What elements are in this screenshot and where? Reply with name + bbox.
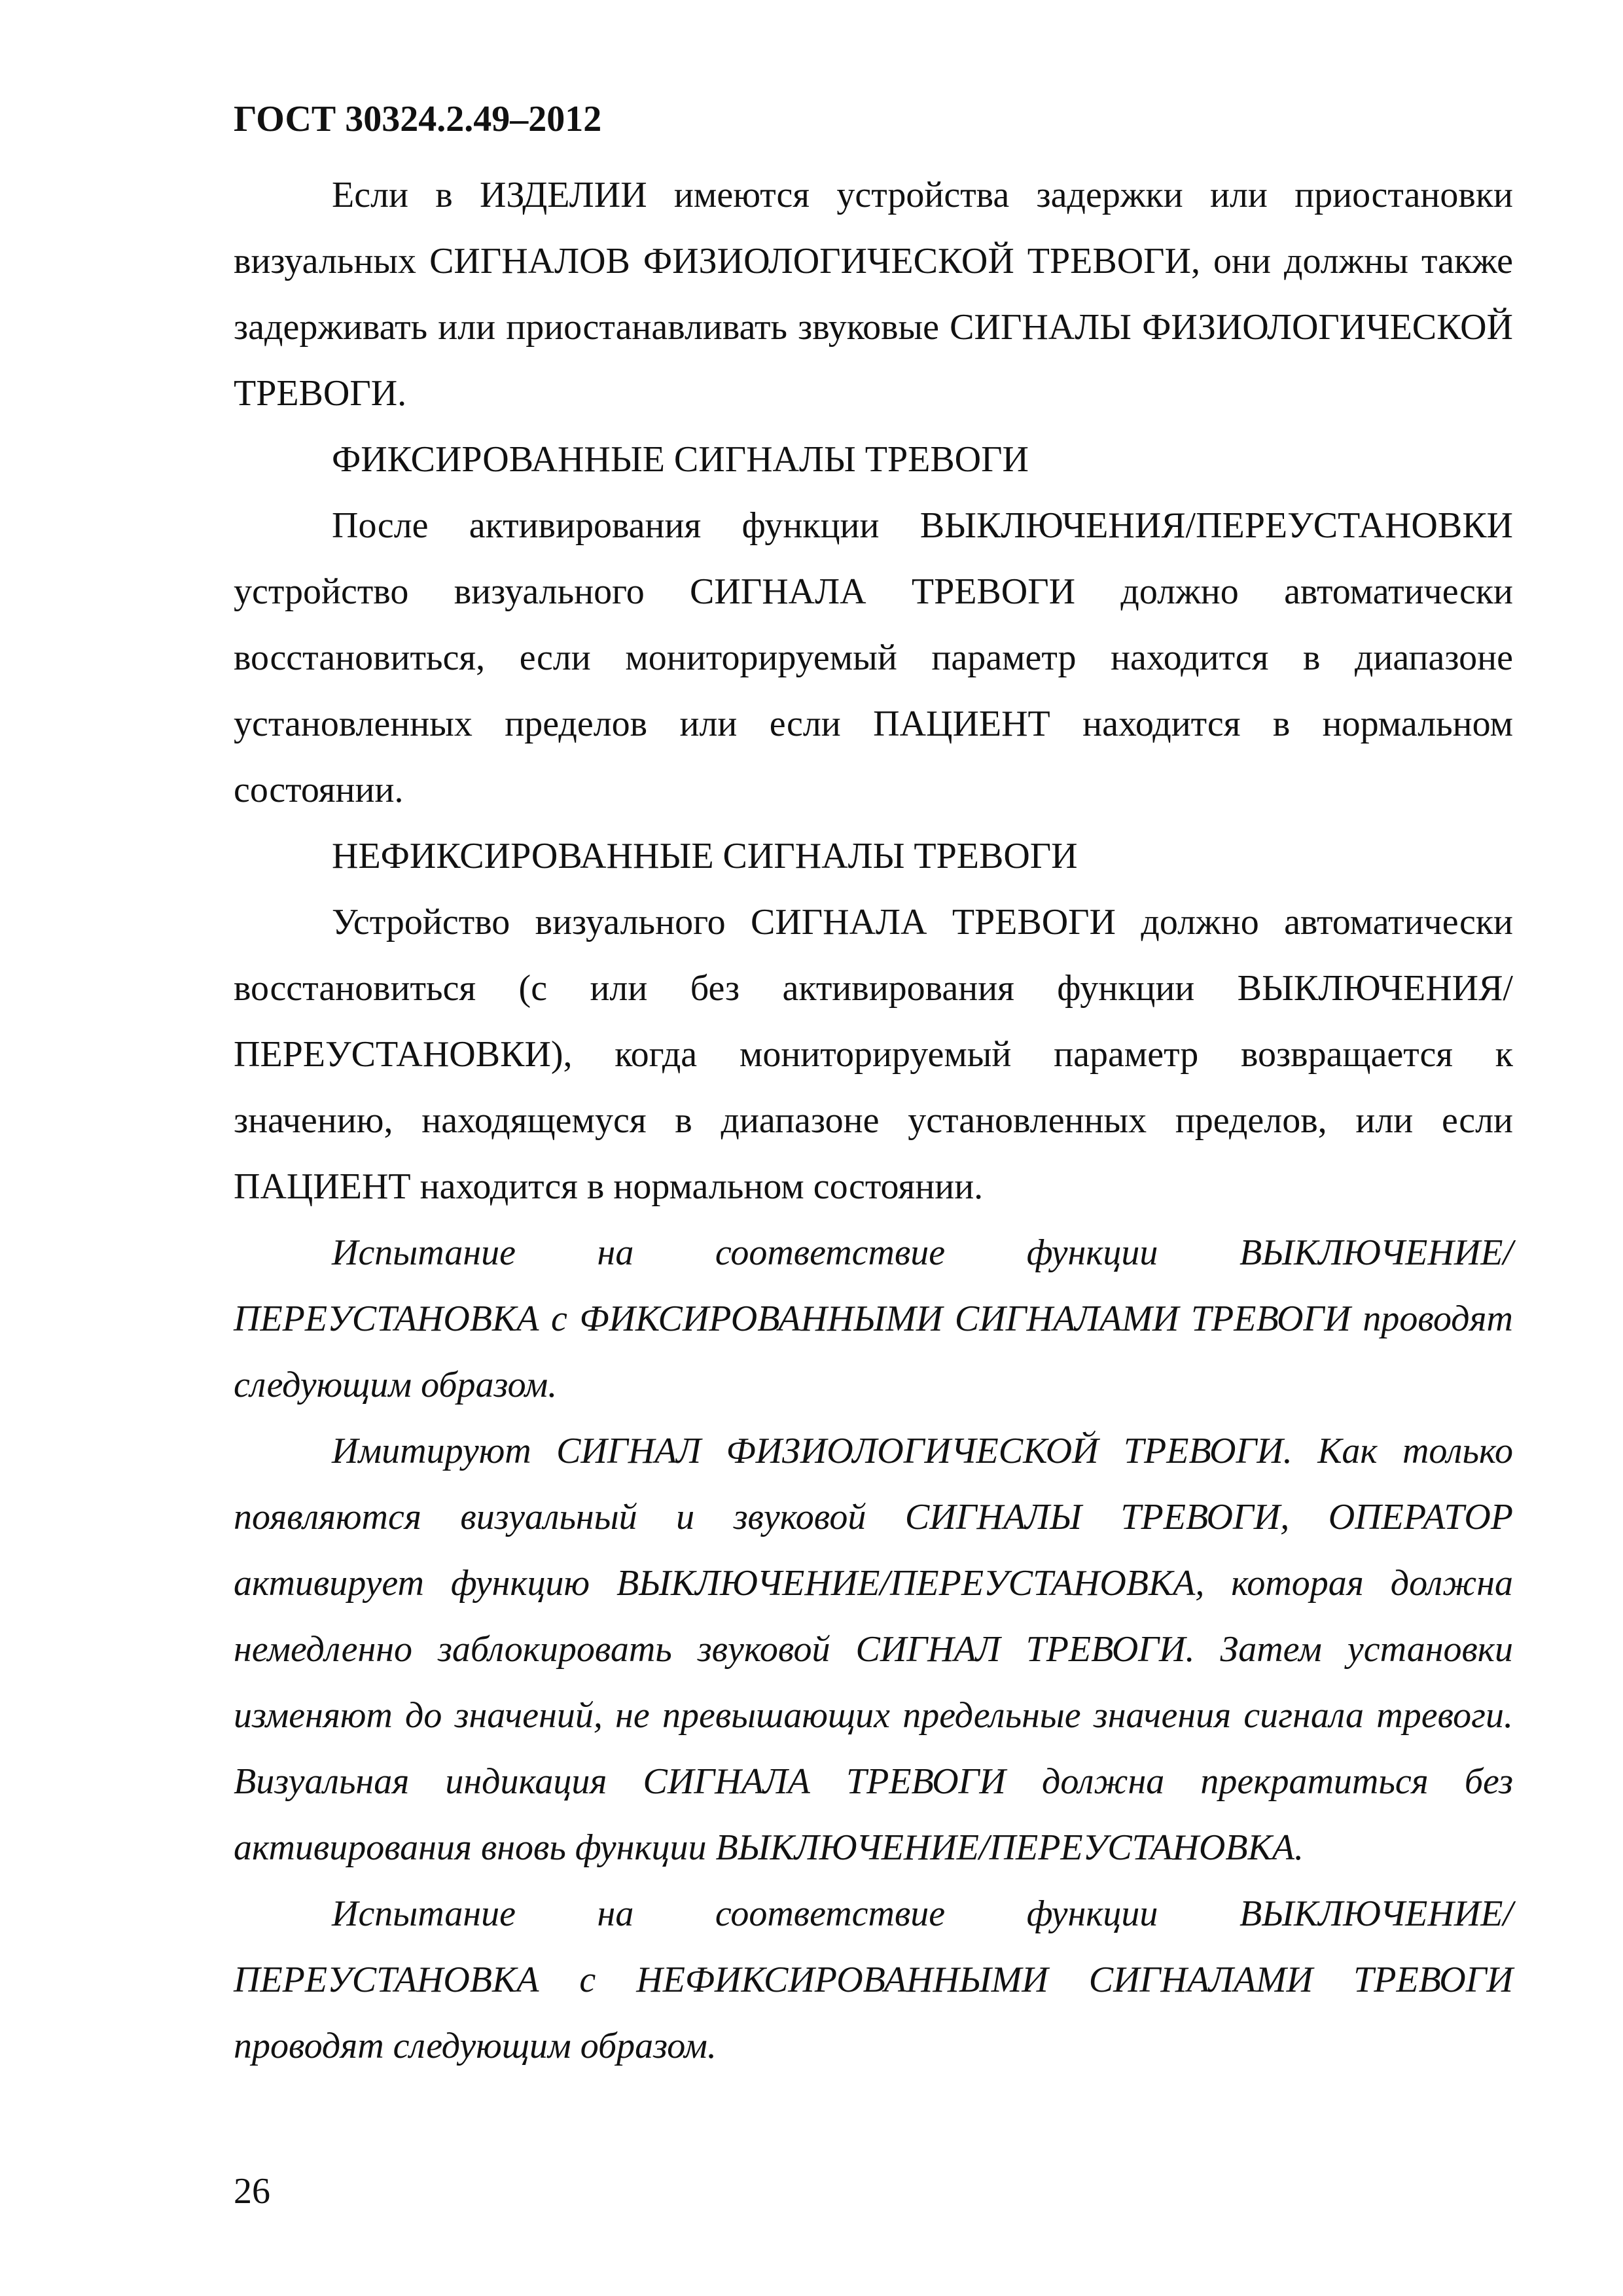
document-body <box>234 162 1513 2079</box>
paragraph-test-non-latched-intro: Испытание на соответствие функции ВЫКЛЮЧЕНИЕ/ПЕРЕУСТАНОВКА с НЕФИКСИРОВАННЫМИ СИГНАЛАМИ ТРЕВОГИ проводят следующим образом. <box>234 1893 1513 2066</box>
paragraph-latched-alarms: После активирования функции ВЫКЛЮЧЕНИЯ/ПЕРЕУСТАНОВКИ устройство визуального СИГНАЛА ТРЕВОГИ должно автоматически восстановиться, если мониторируемый параметр находится в диапазоне установленных пределов или если ПАЦИЕНТ находится в нормальном состоянии. <box>234 505 1513 810</box>
section-heading-non-latched-alarms: НЕФИКСИРОВАННЫЕ СИГНАЛЫ ТРЕВОГИ <box>332 836 1078 876</box>
document-header: ГОСТ 30324.2.49–2012 <box>234 99 602 139</box>
paragraph-test-latched-intro: Испытание на соответствие функции ВЫКЛЮЧЕНИЕ/ПЕРЕУСТАНОВКА с ФИКСИРОВАННЫМИ СИГНАЛАМИ ТРЕВОГИ проводят следующим образом. <box>234 1232 1513 1405</box>
paragraph-delay-suspension: Если в ИЗДЕЛИИ имеются устройства задержки или приостановки визуальных СИГНАЛОВ ФИЗИОЛОГИЧЕСКОЙ ТРЕВОГИ, они должны также задерживать или приостанавливать звуковые СИГНАЛЫ ФИЗИОЛОГИЧЕСКОЙ ТРЕВОГИ. <box>234 175 1513 414</box>
paragraph-test-latched-procedure: Имитируют СИГНАЛ ФИЗИОЛОГИЧЕСКОЙ ТРЕВОГИ. Как только появляются визуальный и звуковой СИГНАЛЫ ТРЕВОГИ, ОПЕРАТОР активирует функцию ВЫКЛЮЧЕНИЕ/ПЕРЕУСТАНОВКА, которая должна немедленно заблокировать звуковой СИГНАЛ ТРЕВОГИ. Затем установки изменяют до значений, не превышающих предельные значения сигнала тревоги. Визуальная индикация СИГНАЛА ТРЕВОГИ должна прекратиться без активирования вновь функции ВЫКЛЮЧЕНИЕ/ПЕРЕУСТАНОВКА. <box>234 1431 1513 1868</box>
paragraph-non-latched-alarms: Устройство визуального СИГНАЛА ТРЕВОГИ должно автоматически восстановиться (с или без активирования функции ВЫКЛЮЧЕНИЯ/ПЕРЕУСТАНОВКИ), когда мониторируемый параметр возвращается к значению, находящемуся в диапазоне установленных пределов, или если ПАЦИЕНТ находится в нормальном состоянии. <box>234 902 1513 1207</box>
page-number: 26 <box>234 2171 270 2212</box>
section-heading-latched-alarms: ФИКСИРОВАННЫЕ СИГНАЛЫ ТРЕВОГИ <box>332 439 1029 480</box>
